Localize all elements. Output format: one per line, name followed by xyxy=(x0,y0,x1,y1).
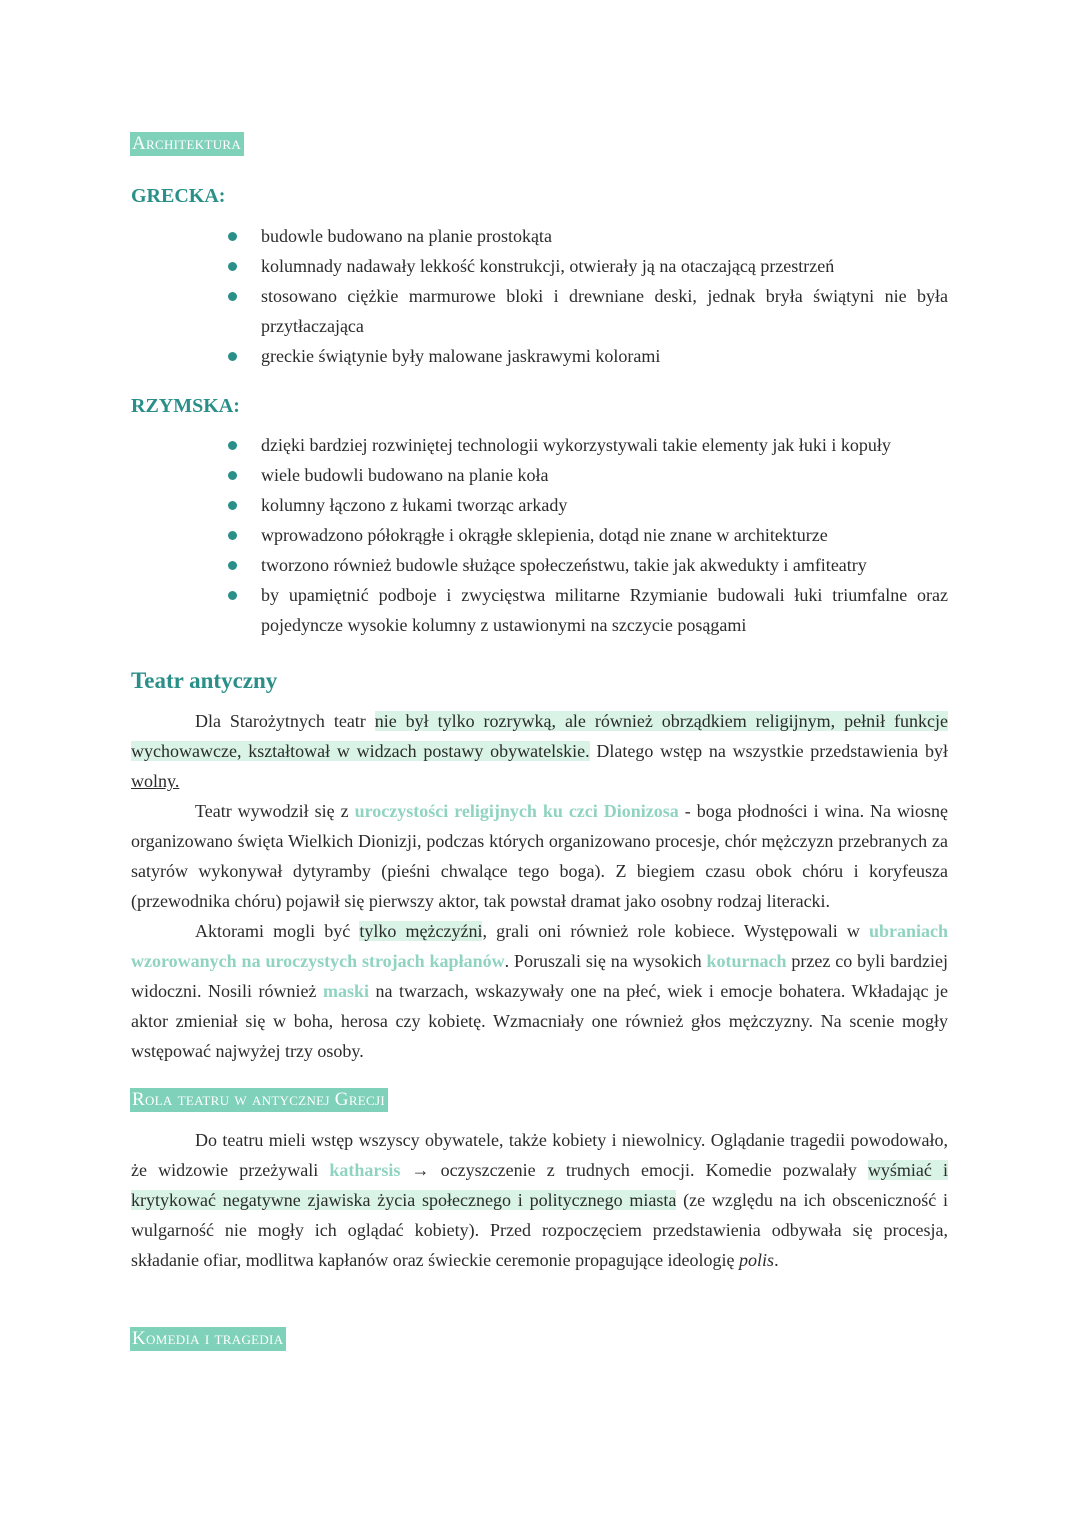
list-item: by upamiętnić podboje i zwycięstwa militarne Rzymianie budowali łuki triumfalne oraz pojedyncze wysokie kolumny z ustawionymi na szczycie posągami xyxy=(222,580,948,640)
list-item: kolumnady nadawały lekkość konstrukcji, otwierały ją na otaczającą przestrzeń xyxy=(222,251,948,281)
key-term: ubraniach wzorowanych na uroczystych strojach kapłanów xyxy=(131,921,949,971)
greek-bullet-list xyxy=(222,221,948,371)
section-label-role: Rola teatru w antycznej Grecji xyxy=(130,1088,388,1112)
list-item: dzięki bardziej rozwiniętej technologii wykorzystywali takie elementy jak łuki i kopuły xyxy=(222,430,948,460)
roman-bullet-list xyxy=(222,430,948,640)
paragraph-theatre-3: Aktorami mogli być tylko mężczyźni, grali oni również role kobiece. Występowali w ubraniach wzorowanych na uroczystych strojach kapłanów. Poruszali się na wysokich koturnach przez co byli bardziej widoczni. Nosili również maski na twarzach, wskazywały one na płeć, wiek i emocje bohatera. Wkładając je aktor zmieniał się w boha, herosa czy kobietę. Wzmacniały one również głos mężczyzny. Na scenie mogły wstępować najwyżej trzy osoby. xyxy=(131,921,949,1061)
list-item: wiele budowli budowano na planie koła xyxy=(222,460,948,490)
highlighted-text: tylko mężczyźni xyxy=(359,921,483,941)
bullet-icon xyxy=(228,561,237,570)
key-term: koturnach xyxy=(706,951,787,971)
underlined-text: wolny. xyxy=(131,771,180,791)
subheading-greek: GRECKA: xyxy=(131,185,226,207)
bullet-icon xyxy=(228,262,237,271)
italic-term: polis xyxy=(739,1250,775,1270)
bullet-icon xyxy=(228,591,237,600)
paragraph-theatre-2: Teatr wywodził się z uroczystości religijnych ku czci Dionizosa - boga płodności i wina. Na wiosnę organizowano święta Wielkich Dionizji, podczas których organizowano procesje, chór mężczyzn przebranych za satyrów wykonywał dytyramby (pieśni chwalące tego boga). Z biegiem czasu obok chóru i koryfeusza (przewodnika chóru) pojawił się pierwszy aktor, tak powstał dramat jako osobny rodzaj literacki. xyxy=(131,801,949,911)
bullet-icon xyxy=(228,232,237,241)
section-label-architecture: Architektura xyxy=(130,132,244,156)
list-item: budowle budowano na planie prostokąta xyxy=(222,221,948,251)
bullet-icon xyxy=(228,292,237,301)
list-item: wprowadzono półokrągłe i okrągłe sklepienia, dotąd nie znane w architekturze xyxy=(222,520,948,550)
highlighted-text: wyśmiać i krytykować negatywne zjawiska życia społecznego i politycznego miasta xyxy=(131,1160,948,1210)
list-item: tworzono również budowle służące społeczeństwu, takie jak akwedukty i amfiteatry xyxy=(222,550,948,580)
highlighted-text: nie był tylko rozrywką, ale również obrządkiem religijnym, pełnił funkcje wychowawcze, kształtował w widzach postawy obywatelskie. xyxy=(131,711,948,761)
bullet-icon xyxy=(228,471,237,480)
list-item: greckie świątynie były malowane jaskrawymi kolorami xyxy=(222,341,948,371)
subheading-roman: RZYMSKA: xyxy=(131,395,240,417)
bullet-icon xyxy=(228,441,237,450)
key-term: uroczystości religijnych ku czci Dionizosa xyxy=(354,801,679,821)
list-item: kolumny łączono z łukami tworząc arkady xyxy=(222,490,948,520)
section-label-comedy: Komedia i tragedia xyxy=(130,1327,286,1351)
key-term: maski xyxy=(322,981,369,1001)
list-item: stosowano ciężkie marmurowe bloki i drewniane deski, jednak bryła świątyni nie była przytłaczająca xyxy=(222,281,948,341)
bullet-icon xyxy=(228,531,237,540)
bullet-icon xyxy=(228,501,237,510)
section-title-theatre: Teatr antyczny xyxy=(131,668,278,693)
paragraph-theatre-1: Dla Starożytnych teatr nie był tylko rozrywką, ale również obrządkiem religijnym, pełnił funkcje wychowawcze, kształtował w widzach postawy obywatelskie. Dlatego wstęp na wszystkie przedstawienia był wolny. xyxy=(131,711,949,791)
key-term: katharsis xyxy=(329,1160,401,1180)
bullet-icon xyxy=(228,352,237,361)
paragraph-role: Do teatru mieli wstęp wszyscy obywatele, także kobiety i niewolnicy. Oglądanie tragedii powodowało, że widzowie przeżywali katharsis → oczyszczenie z trudnych emocji. Komedie pozwalały wyśmiać i krytykować negatywne zjawiska życia społecznego i politycznego miasta (ze względu na ich obsceniczność i wulgarność nie mogły ich oglądać kobiety). Przed rozpoczęciem przedstawienia odbywała się procesja, składanie ofiar, modlitwa kapłanów oraz świeckie ceremonie propagujące ideologię polis. xyxy=(131,1130,949,1270)
